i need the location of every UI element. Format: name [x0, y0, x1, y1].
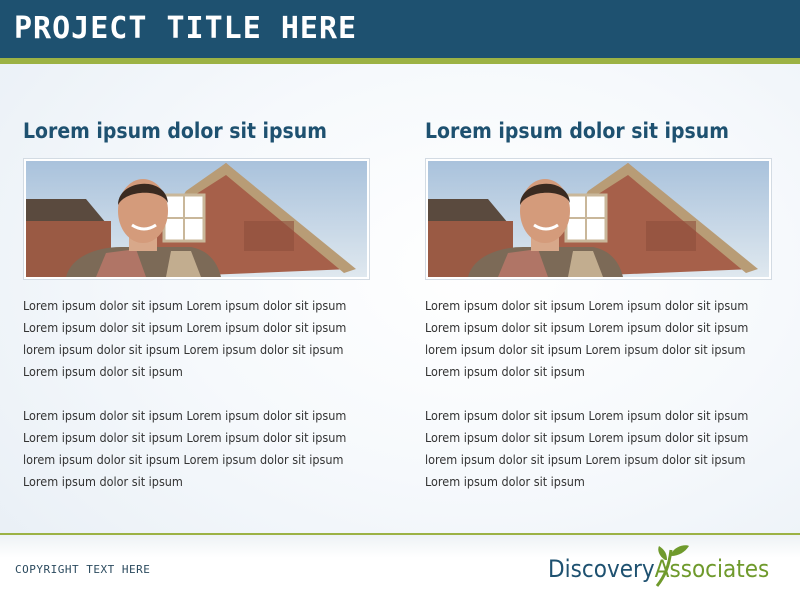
photo-frame	[425, 158, 772, 280]
copyright-text: COPYRIGHT TEXT HERE	[15, 563, 151, 576]
logo-word-associates: Associates	[654, 555, 770, 583]
photo-frame	[23, 158, 370, 280]
body-paragraph: Lorem ipsum dolor sit ipsum Lorem ipsum dolor sit ipsum Lorem ipsum dolor sit ipsum Lorem ipsum dolor sit ipsum lorem ipsum dolor sit ipsum Lorem ipsum dolor sit ipsum Lorem ipsum dolor sit ipsum	[425, 408, 749, 489]
company-logo	[548, 544, 790, 590]
content-column-right	[425, 112, 772, 493]
column-heading: Lorem ipsum dolor sit ipsum	[23, 119, 327, 143]
page-title: PROJECT TITLE HERE	[14, 11, 358, 46]
logo-wordmark	[548, 554, 769, 584]
header-bar	[0, 0, 800, 58]
content-column-left	[23, 112, 370, 493]
body-paragraph: Lorem ipsum dolor sit ipsum Lorem ipsum dolor sit ipsum Lorem ipsum dolor sit ipsum Lorem ipsum dolor sit ipsum lorem ipsum dolor sit ipsum Lorem ipsum dolor sit ipsum Lorem ipsum dolor sit ipsum	[23, 298, 347, 379]
house-man-photo	[26, 161, 367, 277]
column-heading: Lorem ipsum dolor sit ipsum	[425, 119, 729, 143]
house-man-photo	[428, 161, 769, 277]
footer-divider	[0, 533, 800, 535]
header-divider	[0, 58, 800, 64]
body-paragraph: Lorem ipsum dolor sit ipsum Lorem ipsum dolor sit ipsum Lorem ipsum dolor sit ipsum Lorem ipsum dolor sit ipsum lorem ipsum dolor sit ipsum Lorem ipsum dolor sit ipsum Lorem ipsum dolor sit ipsum	[425, 298, 749, 379]
body-paragraph: Lorem ipsum dolor sit ipsum Lorem ipsum dolor sit ipsum Lorem ipsum dolor sit ipsum Lorem ipsum dolor sit ipsum lorem ipsum dolor sit ipsum Lorem ipsum dolor sit ipsum Lorem ipsum dolor sit ipsum	[23, 408, 347, 489]
logo-word-discovery: Discovery	[548, 555, 655, 583]
